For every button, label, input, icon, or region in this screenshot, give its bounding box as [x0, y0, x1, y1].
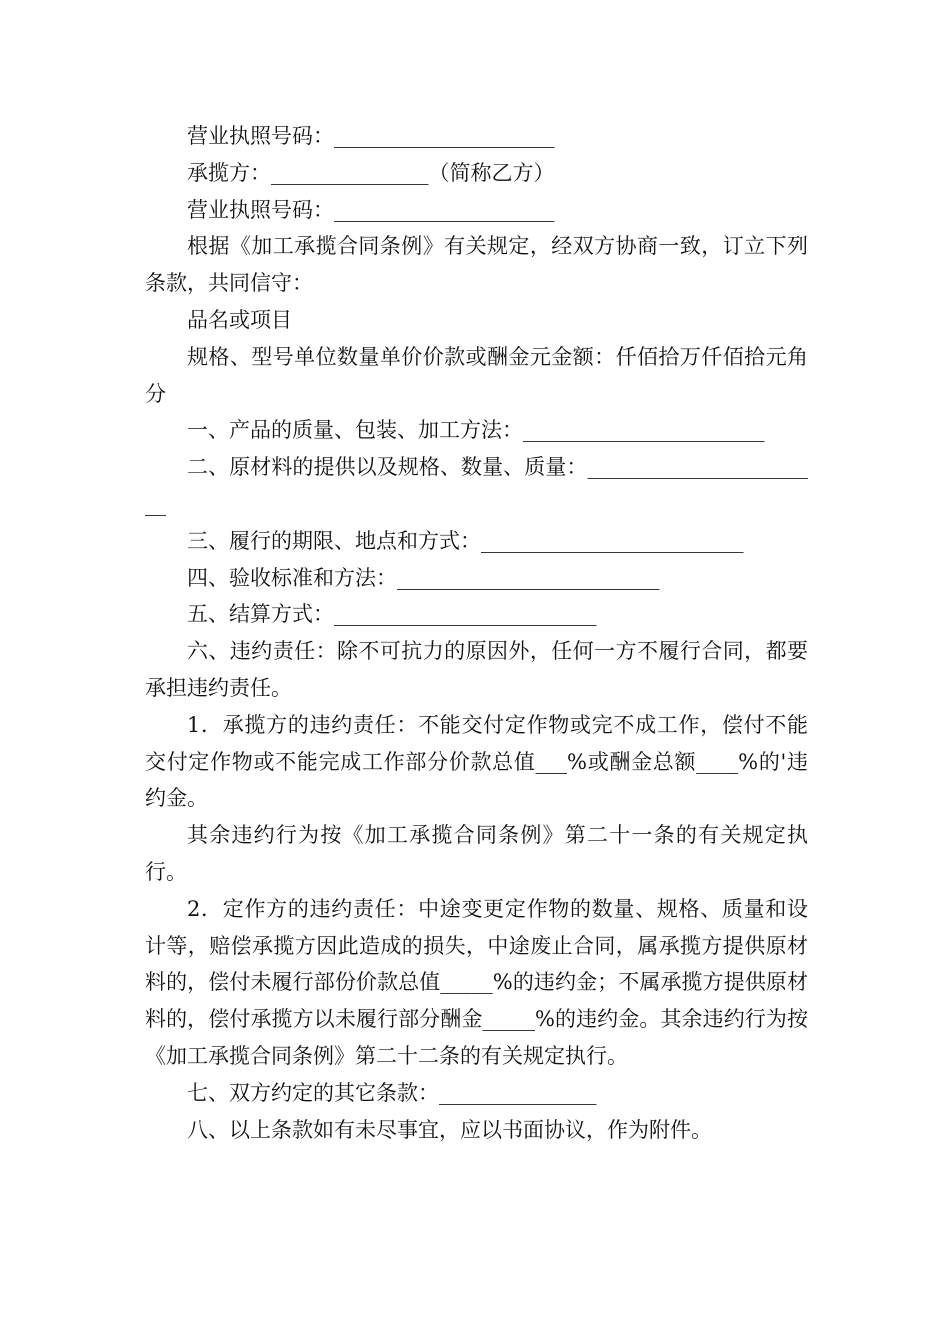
- contractor-license-number-line: 营业执照号码：_____________________: [187, 124, 555, 148]
- product-name-heading: 品名或项目: [187, 307, 292, 332]
- clause-6-1-other-breaches: 其余违约行为按《加工承揽合同条例》第二十一条的有关规定执行。: [145, 823, 808, 884]
- clause-7-other-terms: 七、双方约定的其它条款：_______________: [187, 1080, 597, 1105]
- specification-line: 规格、型号单位数量单价价款或酬金元金额：仟佰拾万仟佰拾元角分: [145, 344, 808, 406]
- clause-6-1-contractor-liability: 1．承揽方的违约责任：不能交付定作物或完不成工作，偿付不能交付定作物或不能完成工作部分价款总值___%或酬金总额____%的'违约金。: [145, 712, 808, 811]
- clause-6-2-orderer-liability: 2．定作方的违约责任：中途变更定作物的数量、规格、质量和设计等，赔偿承揽方因此造成的损失，中途废止合同，属承揽方提供原材料的，偿付未履行部份价款总值_____%的违约金；不属承揽方提供原材料的，偿付承揽方以未履行部分酬金_____%的违约金。其余违约行为按《加工承揽合同条例》第二十二条的有关规定执行。: [145, 896, 808, 1068]
- clause-4-acceptance: 四、验收标准和方法：_________________________: [187, 565, 660, 590]
- clause-1-quality: 一、产品的质量、包装、加工方法：_______________________: [187, 418, 765, 443]
- clause-8-supplement: 八、以上条款如有未尽事宜，应以书面协议，作为附件。: [187, 1117, 712, 1142]
- clause-6-liability: 六、违约责任：除不可抗力的原因外，任何一方不履行合同，都要承担违约责任。: [145, 639, 808, 700]
- clause-5-settlement: 五、结算方式：_________________________: [187, 602, 597, 627]
- contractor-license-number-line-2: 营业执照号码：_____________________: [187, 197, 555, 222]
- clause-3-performance: 三、履行的期限、地点和方式：_________________________: [187, 528, 744, 553]
- preamble-paragraph: 根据《加工承揽合同条例》有关规定，经双方协商一致，订立下列条款，共同信守：: [145, 234, 808, 296]
- contract-body: [145, 118, 808, 1148]
- contractor-party-line: 承揽方：_______________（简称乙方）: [187, 160, 555, 185]
- clause-2-materials: 二、原材料的提供以及规格、数量、质量：_______________________: [145, 455, 808, 516]
